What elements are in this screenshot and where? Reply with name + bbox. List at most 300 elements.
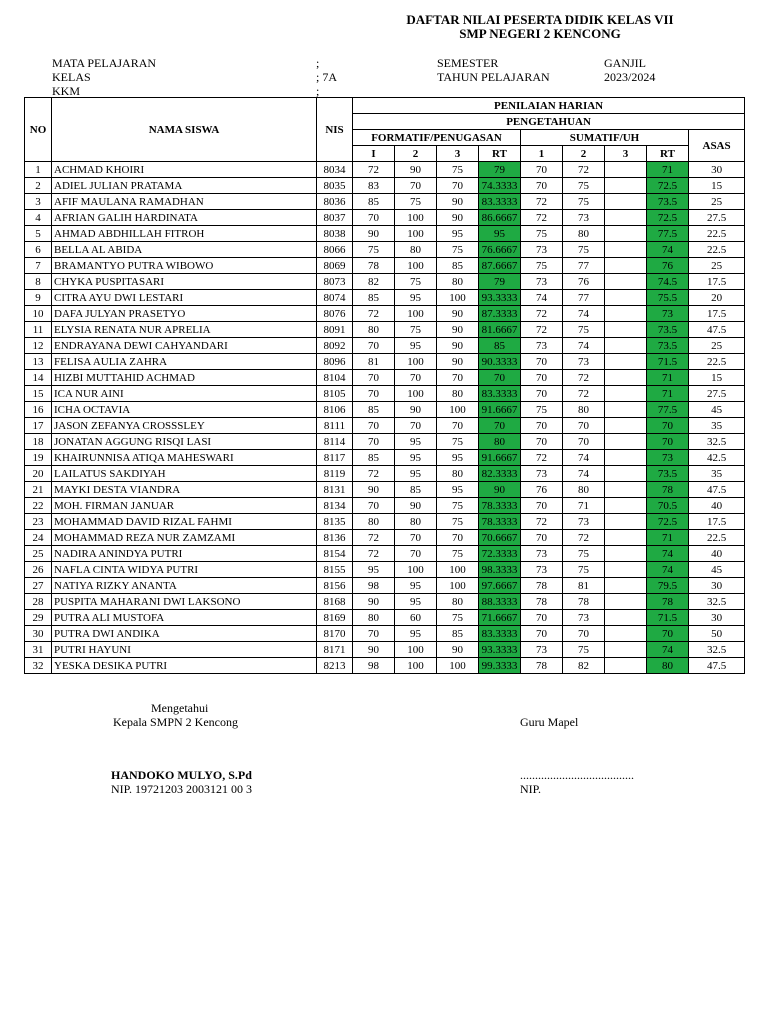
sumatif-1: 73 [521,642,563,658]
sub-header-s2: 2 [563,146,605,162]
formatif-2: 100 [395,354,437,370]
formatif-3: 75 [437,434,479,450]
formatif-1: 98 [353,658,395,674]
student-name: CITRA AYU DWI LESTARI [52,290,317,306]
formatif-1: 82 [353,274,395,290]
row-no: 29 [25,610,52,626]
formatif-2: 75 [395,194,437,210]
asas-score: 20 [689,290,745,306]
formatif-2: 95 [395,626,437,642]
sumatif-3 [605,226,647,242]
student-name: JASON ZEFANYA CROSSSLEY [52,418,317,434]
row-no: 32 [25,658,52,674]
table-row [25,322,745,338]
formatif-rt: 97.6667 [479,578,521,594]
row-no: 19 [25,450,52,466]
formatif-3: 70 [437,370,479,386]
sumatif-3 [605,242,647,258]
formatif-1: 80 [353,322,395,338]
sumatif-1: 70 [521,386,563,402]
formatif-rt: 86.6667 [479,210,521,226]
student-name: NAFLA CINTA WIDYA PUTRI [52,562,317,578]
sumatif-1: 73 [521,338,563,354]
nis: 8135 [317,514,353,530]
asas-score: 47.5 [689,322,745,338]
formatif-2: 95 [395,290,437,306]
sumatif-rt: 72.5 [647,178,689,194]
student-name: MOH. FIRMAN JANUAR [52,498,317,514]
formatif-2: 95 [395,594,437,610]
sumatif-1: 73 [521,562,563,578]
kkm-label: KKM [52,84,81,98]
student-name: LAILATUS SAKDIYAH [52,466,317,482]
formatif-1: 72 [353,466,395,482]
row-no: 27 [25,578,52,594]
sumatif-2: 75 [563,562,605,578]
formatif-2: 70 [395,370,437,386]
formatif-3: 80 [437,466,479,482]
nis: 8096 [317,354,353,370]
formatif-1: 85 [353,290,395,306]
formatif-rt: 72.3333 [479,546,521,562]
sumatif-2: 70 [563,434,605,450]
sumatif-2: 77 [563,290,605,306]
table-row [25,242,745,258]
sumatif-3 [605,338,647,354]
row-no: 11 [25,322,52,338]
table-row [25,610,745,626]
mengetahui-label: Mengetahui [151,701,209,715]
sumatif-2: 72 [563,530,605,546]
sumatif-2: 70 [563,418,605,434]
student-name: BELLA AL ABIDA [52,242,317,258]
formatif-rt: 70 [479,418,521,434]
asas-score: 30 [689,610,745,626]
sumatif-rt: 78 [647,482,689,498]
sumatif-2: 71 [563,498,605,514]
sub-header-f3: 3 [437,146,479,162]
sumatif-3 [605,482,647,498]
sumatif-2: 80 [563,402,605,418]
table-row [25,418,745,434]
sumatif-2: 74 [563,466,605,482]
sumatif-1: 70 [521,626,563,642]
formatif-2: 75 [395,274,437,290]
sumatif-2: 73 [563,514,605,530]
formatif-1: 78 [353,258,395,274]
sumatif-3 [605,530,647,546]
sumatif-rt: 74 [647,242,689,258]
sumatif-rt: 70 [647,434,689,450]
sumatif-1: 78 [521,578,563,594]
formatif-3: 100 [437,562,479,578]
sumatif-2: 80 [563,226,605,242]
sumatif-2: 75 [563,178,605,194]
sumatif-1: 72 [521,322,563,338]
asas-score: 15 [689,370,745,386]
sumatif-2: 81 [563,578,605,594]
formatif-1: 70 [353,498,395,514]
sumatif-rt: 74.5 [647,274,689,290]
table-row [25,562,745,578]
nis: 8154 [317,546,353,562]
guru-mapel-nip: NIP. [520,782,542,796]
formatif-1: 70 [353,386,395,402]
student-name: NATIYA RIZKY ANANTA [52,578,317,594]
student-name: MAYKI DESTA VIANDRA [52,482,317,498]
school-name: SMP NEGERI 2 KENCONG [459,26,621,41]
row-no: 14 [25,370,52,386]
nis: 8038 [317,226,353,242]
sumatif-rt: 71 [647,530,689,546]
sumatif-3 [605,370,647,386]
row-no: 25 [25,546,52,562]
formatif-3: 90 [437,338,479,354]
formatif-3: 95 [437,226,479,242]
student-name: MOHAMMAD REZA NUR ZAMZAMI [52,530,317,546]
asas-score: 45 [689,402,745,418]
formatif-3: 100 [437,402,479,418]
student-name: AHMAD ABDHILLAH FITROH [52,226,317,242]
sumatif-1: 72 [521,306,563,322]
sumatif-2: 75 [563,642,605,658]
table-row [25,450,745,466]
header-pengetahuan: PENGETAHUAN [353,114,745,130]
sumatif-3 [605,466,647,482]
asas-score: 32.5 [689,594,745,610]
sumatif-2: 74 [563,338,605,354]
formatif-rt: 93.3333 [479,642,521,658]
nis: 8168 [317,594,353,610]
asas-score: 22.5 [689,354,745,370]
asas-score: 35 [689,466,745,482]
row-no: 13 [25,354,52,370]
asas-score: 27.5 [689,386,745,402]
formatif-1: 90 [353,226,395,242]
formatif-2: 100 [395,658,437,674]
nis: 8076 [317,306,353,322]
formatif-rt: 78.3333 [479,514,521,530]
table-row [25,498,745,514]
row-no: 23 [25,514,52,530]
kelas-label: KELAS [52,70,91,84]
student-name: ELYSIA RENATA NUR APRELIA [52,322,317,338]
nis: 8073 [317,274,353,290]
formatif-1: 72 [353,306,395,322]
formatif-rt: 83.3333 [479,194,521,210]
sumatif-3 [605,258,647,274]
header-no: NO [25,98,52,162]
sumatif-rt: 70.5 [647,498,689,514]
row-no: 30 [25,626,52,642]
nis: 8134 [317,498,353,514]
sumatif-3 [605,418,647,434]
nis: 8119 [317,466,353,482]
student-name: PUTRA DWI ANDIKA [52,626,317,642]
asas-score: 50 [689,626,745,642]
student-name: FELISA AULIA ZAHRA [52,354,317,370]
sumatif-2: 75 [563,322,605,338]
formatif-1: 72 [353,530,395,546]
row-no: 26 [25,562,52,578]
formatif-1: 80 [353,610,395,626]
sumatif-2: 70 [563,626,605,642]
formatif-1: 72 [353,546,395,562]
formatif-rt: 70 [479,370,521,386]
sumatif-rt: 72.5 [647,514,689,530]
student-name: ACHMAD KHOIRI [52,162,317,178]
sumatif-rt: 74 [647,562,689,578]
sumatif-3 [605,162,647,178]
formatif-3: 90 [437,194,479,210]
formatif-3: 70 [437,530,479,546]
formatif-rt: 81.6667 [479,322,521,338]
formatif-2: 100 [395,258,437,274]
sumatif-rt: 80 [647,658,689,674]
formatif-1: 80 [353,514,395,530]
student-name: DAFA JULYAN PRASETYO [52,306,317,322]
sumatif-rt: 71 [647,370,689,386]
sumatif-1: 70 [521,418,563,434]
table-row [25,178,745,194]
sub-header-s1: 1 [521,146,563,162]
nis: 8092 [317,338,353,354]
nis: 8136 [317,530,353,546]
student-name: JONATAN AGGUNG RISQI LASI [52,434,317,450]
sumatif-1: 70 [521,178,563,194]
formatif-2: 100 [395,226,437,242]
nis: 8037 [317,210,353,226]
header-nama-siswa: NAMA SISWA [52,98,317,162]
table-row [25,594,745,610]
nis: 8066 [317,242,353,258]
formatif-3: 90 [437,354,479,370]
sumatif-rt: 73.5 [647,194,689,210]
nis: 8213 [317,658,353,674]
sumatif-rt: 73.5 [647,322,689,338]
sumatif-3 [605,194,647,210]
header-nis: NIS [317,98,353,162]
sumatif-3 [605,514,647,530]
formatif-3: 70 [437,178,479,194]
nis: 8034 [317,162,353,178]
row-no: 3 [25,194,52,210]
header-formatif: FORMATIF/PENUGASAN [353,130,521,146]
sumatif-2: 75 [563,194,605,210]
sumatif-rt: 73.5 [647,466,689,482]
sumatif-3 [605,354,647,370]
formatif-2: 95 [395,466,437,482]
tahun-pelajaran-value: 2023/2024 [604,70,656,84]
formatif-3: 90 [437,210,479,226]
asas-score: 30 [689,162,745,178]
header-sumatif: SUMATIF/UH [521,130,689,146]
formatif-rt: 95 [479,226,521,242]
table-row [25,626,745,642]
formatif-2: 90 [395,402,437,418]
asas-score: 47.5 [689,658,745,674]
formatif-3: 100 [437,578,479,594]
sumatif-2: 75 [563,546,605,562]
formatif-3: 100 [437,658,479,674]
sumatif-1: 75 [521,226,563,242]
sumatif-rt: 71 [647,162,689,178]
formatif-rt: 76.6667 [479,242,521,258]
formatif-2: 70 [395,546,437,562]
formatif-3: 75 [437,242,479,258]
sumatif-1: 73 [521,242,563,258]
formatif-3: 75 [437,514,479,530]
table-row [25,546,745,562]
nis: 8091 [317,322,353,338]
formatif-1: 90 [353,594,395,610]
formatif-2: 80 [395,514,437,530]
nis: 8131 [317,482,353,498]
row-no: 24 [25,530,52,546]
sumatif-1: 70 [521,162,563,178]
formatif-2: 100 [395,210,437,226]
sumatif-3 [605,498,647,514]
asas-score: 32.5 [689,434,745,450]
kkm-value: ; [316,84,320,98]
asas-score: 32.5 [689,642,745,658]
formatif-1: 70 [353,370,395,386]
student-name: PUTRI HAYUNI [52,642,317,658]
asas-score: 25 [689,258,745,274]
row-no: 7 [25,258,52,274]
formatif-3: 80 [437,386,479,402]
sumatif-rt: 71 [647,386,689,402]
sub-header-f-rt: RT [479,146,521,162]
nis: 8114 [317,434,353,450]
table-row [25,194,745,210]
sumatif-rt: 70 [647,418,689,434]
formatif-2: 75 [395,322,437,338]
formatif-rt: 98.3333 [479,562,521,578]
formatif-rt: 90.3333 [479,354,521,370]
sumatif-rt: 76 [647,258,689,274]
sumatif-1: 70 [521,370,563,386]
document-title: DAFTAR NILAI PESERTA DIDIK KELAS VII [406,12,674,27]
nis: 8170 [317,626,353,642]
sumatif-3 [605,578,647,594]
row-no: 4 [25,210,52,226]
student-name: AFRIAN GALIH HARDINATA [52,210,317,226]
formatif-rt: 71.6667 [479,610,521,626]
asas-score: 15 [689,178,745,194]
row-no: 2 [25,178,52,194]
row-no: 28 [25,594,52,610]
table-row [25,658,745,674]
sumatif-2: 77 [563,258,605,274]
header-penilaian-harian: PENILAIAN HARIAN [353,98,745,114]
sumatif-rt: 70 [647,626,689,642]
formatif-1: 83 [353,178,395,194]
sumatif-3 [605,658,647,674]
formatif-2: 80 [395,242,437,258]
sumatif-rt: 73 [647,450,689,466]
tahun-pelajaran-label: TAHUN PELAJARAN [437,70,550,84]
asas-score: 17.5 [689,514,745,530]
sumatif-rt: 74 [647,642,689,658]
sumatif-3 [605,546,647,562]
table-row [25,578,745,594]
formatif-2: 100 [395,562,437,578]
table-row [25,482,745,498]
formatif-rt: 91.6667 [479,402,521,418]
semester-value: GANJIL [604,56,646,70]
formatif-2: 95 [395,338,437,354]
table-row [25,306,745,322]
formatif-rt: 83.3333 [479,626,521,642]
student-name: YESKA DESIKA PUTRI [52,658,317,674]
formatif-rt: 90 [479,482,521,498]
formatif-rt: 87.3333 [479,306,521,322]
table-row [25,402,745,418]
formatif-rt: 93.3333 [479,290,521,306]
kelas-value: ; 7A [316,70,337,84]
sumatif-rt: 79.5 [647,578,689,594]
formatif-1: 70 [353,418,395,434]
asas-score: 42.5 [689,450,745,466]
sumatif-1: 75 [521,258,563,274]
nis: 8069 [317,258,353,274]
formatif-1: 90 [353,482,395,498]
formatif-3: 95 [437,450,479,466]
table-row [25,290,745,306]
formatif-3: 90 [437,306,479,322]
sumatif-2: 73 [563,610,605,626]
table-row [25,434,745,450]
sumatif-2: 74 [563,450,605,466]
nis: 8106 [317,402,353,418]
formatif-2: 70 [395,418,437,434]
student-name: HIZBI MUTTAHID ACHMAD [52,370,317,386]
sumatif-3 [605,386,647,402]
formatif-rt: 78.3333 [479,498,521,514]
sub-header-f2: 2 [395,146,437,162]
formatif-1: 70 [353,210,395,226]
sumatif-2: 72 [563,162,605,178]
sumatif-2: 76 [563,274,605,290]
header-asas: ASAS [689,130,745,162]
formatif-rt: 80 [479,434,521,450]
kepala-sekolah-label: Kepala SMPN 2 Kencong [113,715,238,729]
kepala-sekolah-name: HANDOKO MULYO, S.Pd [111,768,252,782]
sumatif-3 [605,594,647,610]
nis: 8104 [317,370,353,386]
sumatif-1: 70 [521,610,563,626]
sumatif-3 [605,210,647,226]
asas-score: 17.5 [689,306,745,322]
student-name: PUSPITA MAHARANI DWI LAKSONO [52,594,317,610]
student-name: ICA NUR AINI [52,386,317,402]
nis: 8074 [317,290,353,306]
table-row [25,370,745,386]
formatif-3: 75 [437,498,479,514]
student-name: CHYKA PUSPITASARI [52,274,317,290]
formatif-2: 100 [395,306,437,322]
nis: 8155 [317,562,353,578]
table-row [25,530,745,546]
asas-score: 25 [689,338,745,354]
sumatif-3 [605,450,647,466]
student-name: ICHA OCTAVIA [52,402,317,418]
formatif-1: 85 [353,194,395,210]
sub-header-s3: 3 [605,146,647,162]
formatif-3: 75 [437,610,479,626]
table-row [25,338,745,354]
